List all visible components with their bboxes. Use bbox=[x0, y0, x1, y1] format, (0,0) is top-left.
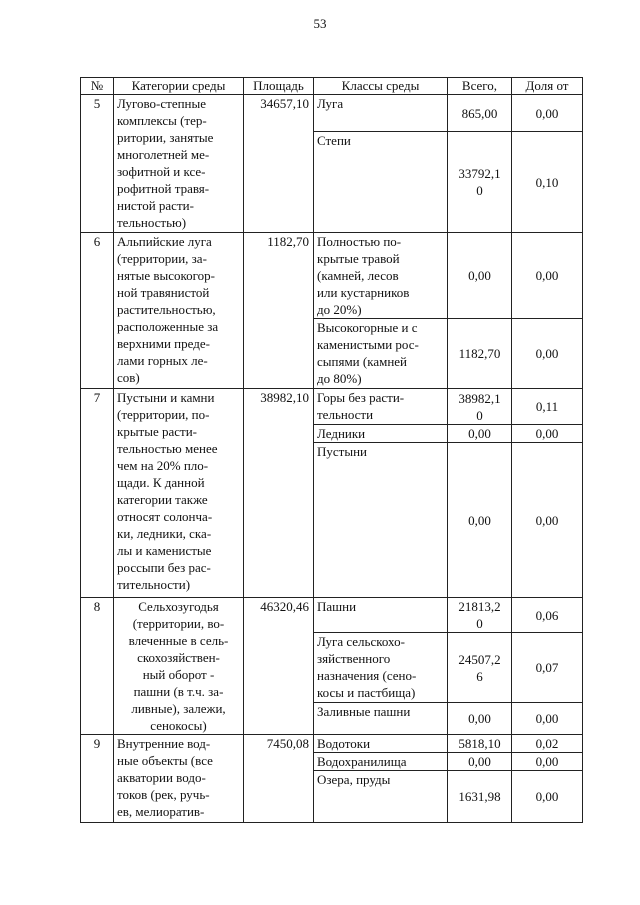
header-total: Всего, bbox=[448, 78, 512, 95]
class-share: 0,02 bbox=[512, 735, 583, 753]
class-total: 0,00 bbox=[448, 753, 512, 771]
row-area: 7450,08 bbox=[244, 735, 314, 823]
class-share: 0,00 bbox=[512, 425, 583, 443]
row-category: Лугово-степные комплексы (тер- ритории, занятые многолетней ме- зофитной и ксе- рофитной травя- нистой расти- тельностью) bbox=[114, 95, 244, 233]
row-area: 46320,46 bbox=[244, 598, 314, 735]
header-share: Доля от bbox=[512, 78, 583, 95]
row-category: Пустыни и камни (территории, по- крытые расти- тельностью менее чем на 20% пло- щади. К данной категории также относят солонча- ки, ледники, ска- лы и каменистые россыпи без рас- тительности) bbox=[114, 389, 244, 598]
class-total: 1631,98 bbox=[448, 771, 512, 823]
class-share: 0,07 bbox=[512, 633, 583, 703]
page-number: 53 bbox=[313, 16, 327, 31]
row-area: 1182,70 bbox=[244, 233, 314, 389]
class-name: Водотоки bbox=[314, 735, 448, 753]
class-share: 0,00 bbox=[512, 319, 583, 389]
class-name: Полностью по- крытые травой (камней, лесов или кустарников до 20%) bbox=[314, 233, 448, 319]
header-area: Площадь bbox=[244, 78, 314, 95]
class-share: 0,00 bbox=[512, 233, 583, 319]
class-total: 0,00 bbox=[448, 425, 512, 443]
row-category: Сельхозугодья (территории, во- влеченные в сель- скохозяйствен- ный оборот - пашни (в т.ч. за- ливные), залежи, сенокосы) bbox=[114, 598, 244, 735]
class-total: 33792,1 0 bbox=[448, 132, 512, 233]
row-number: 5 bbox=[81, 95, 114, 233]
class-total: 38982,1 0 bbox=[448, 389, 512, 425]
row-area: 38982,10 bbox=[244, 389, 314, 598]
class-name: Заливные пашни bbox=[314, 703, 448, 735]
table-row bbox=[81, 389, 583, 425]
class-share: 0,00 bbox=[512, 95, 583, 132]
row-number: 7 bbox=[81, 389, 114, 598]
table-row bbox=[81, 233, 583, 319]
table-row bbox=[81, 598, 583, 633]
class-total: 0,00 bbox=[448, 233, 512, 319]
class-total: 1182,70 bbox=[448, 319, 512, 389]
header-classes: Классы среды bbox=[314, 78, 448, 95]
class-total: 24507,2 6 bbox=[448, 633, 512, 703]
class-name: Горы без расти- тельности bbox=[314, 389, 448, 425]
header-category: Категории среды bbox=[114, 78, 244, 95]
class-name: Озера, пруды bbox=[314, 771, 448, 823]
class-name: Высокогорные и с каменистыми рос- сыпями (камней до 80%) bbox=[314, 319, 448, 389]
class-share: 0,00 bbox=[512, 703, 583, 735]
class-total: 0,00 bbox=[448, 443, 512, 598]
row-number: 6 bbox=[81, 233, 114, 389]
row-area: 34657,10 bbox=[244, 95, 314, 233]
class-name: Луга сельскохо- зяйственного назначения (сено- косы и пастбища) bbox=[314, 633, 448, 703]
class-name: Пашни bbox=[314, 598, 448, 633]
class-share: 0,11 bbox=[512, 389, 583, 425]
row-category: Альпийские луга (территории, за- нятые высокогор- ной травянистой растительностью, расположенные за верхними преде- лами горных ле- сов) bbox=[114, 233, 244, 389]
row-number: 9 bbox=[81, 735, 114, 823]
table-row bbox=[81, 735, 583, 753]
class-share: 0,00 bbox=[512, 443, 583, 598]
row-category: Внутренние вод- ные объекты (все акватории водо- токов (рек, ручь- ев, мелиоратив- bbox=[114, 735, 244, 823]
class-share: 0,06 bbox=[512, 598, 583, 633]
row-number: 8 bbox=[81, 598, 114, 735]
class-name: Пустыни bbox=[314, 443, 448, 598]
table-header-row bbox=[81, 78, 583, 95]
class-share: 0,00 bbox=[512, 753, 583, 771]
class-name: Ледники bbox=[314, 425, 448, 443]
class-name: Луга bbox=[314, 95, 448, 132]
class-name: Степи bbox=[314, 132, 448, 233]
table-row bbox=[81, 95, 583, 132]
environment-table bbox=[80, 77, 583, 823]
header-number: № bbox=[81, 78, 114, 95]
class-name: Водохранилища bbox=[314, 753, 448, 771]
class-total: 21813,2 0 bbox=[448, 598, 512, 633]
class-share: 0,10 bbox=[512, 132, 583, 233]
class-total: 0,00 bbox=[448, 703, 512, 735]
class-share: 0,00 bbox=[512, 771, 583, 823]
class-total: 5818,10 bbox=[448, 735, 512, 753]
class-total: 865,00 bbox=[448, 95, 512, 132]
